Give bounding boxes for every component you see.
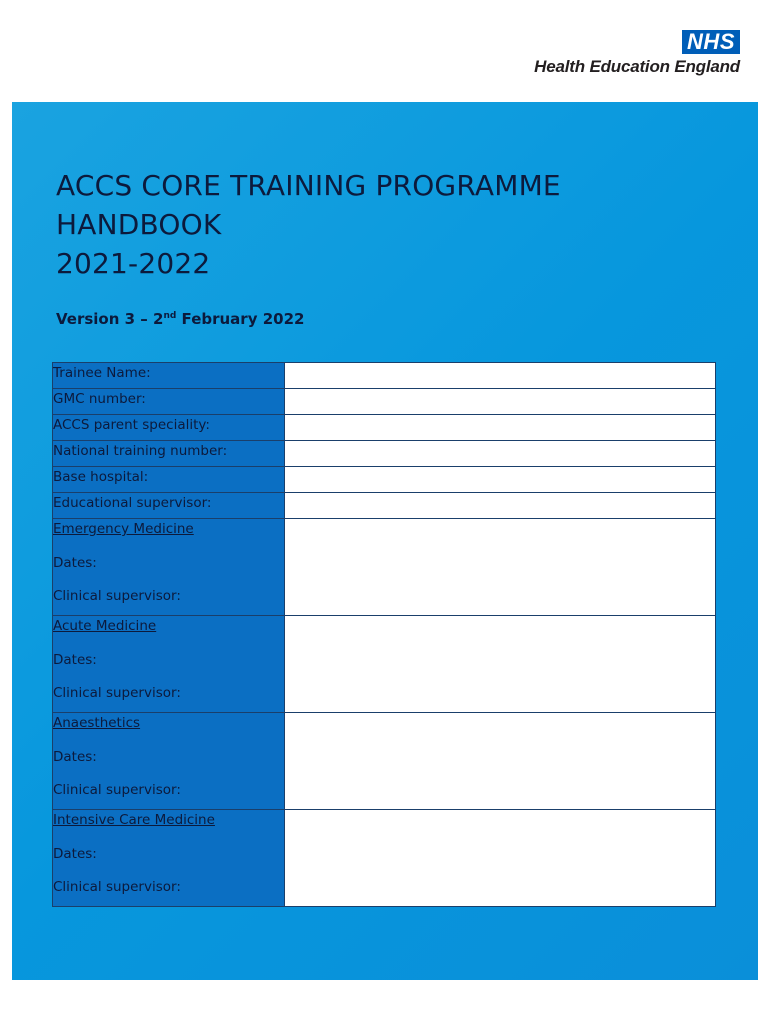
version-ordinal: nd [163,311,177,321]
form-label [53,389,285,415]
placement-label [53,713,285,810]
clinical-supervisor-label: Clinical supervisor: [53,588,181,604]
nhs-logo-box: NHS [682,30,740,54]
form-row [53,441,716,467]
clinical-supervisor-label: Clinical supervisor: [53,685,181,701]
dates-label: Dates: [53,555,97,571]
placement-title: Emergency Medicine [53,521,194,537]
title-line-1: ACCS CORE TRAINING PROGRAMME [56,169,561,202]
placement-row-intensive-care [53,810,716,907]
gmc-number-label: GMC number: [53,391,146,407]
base-hospital-field[interactable] [285,467,716,493]
placement-title: Anaesthetics [53,715,141,731]
clinical-supervisor-label: Clinical supervisor: [53,879,181,895]
form-label [53,493,285,519]
ntn-field[interactable] [285,441,716,467]
hee-logo-text: Health Education England [534,57,740,76]
form-label [53,363,285,389]
title-line-3: 2021-2022 [56,247,211,280]
trainee-details-form [52,362,716,907]
emergency-medicine-field[interactable] [285,519,716,616]
ntn-label: National training number: [53,443,228,459]
placement-label [53,519,285,616]
form-row [53,363,716,389]
placement-row-acute-medicine [53,616,716,713]
hee-logo [534,30,740,77]
form-label [53,415,285,441]
dates-label: Dates: [53,652,97,668]
dates-label: Dates: [53,749,97,765]
form-label [53,467,285,493]
form-row [53,389,716,415]
placement-title: Acute Medicine [53,618,157,634]
educational-supervisor-field[interactable] [285,493,716,519]
cover-panel [12,102,758,980]
placement-label [53,616,285,713]
parent-speciality-field[interactable] [285,415,716,441]
placement-title: Intensive Care Medicine [53,812,215,828]
version-suffix: February 2022 [176,310,305,328]
version-line [56,310,304,328]
gmc-number-field[interactable] [285,389,716,415]
dates-label: Dates: [53,846,97,862]
trainee-name-label: Trainee Name: [53,365,151,381]
placement-row-emergency-medicine [53,519,716,616]
intensive-care-field[interactable] [285,810,716,907]
placement-label [53,810,285,907]
educational-supervisor-label: Educational supervisor: [53,495,212,511]
anaesthetics-field[interactable] [285,713,716,810]
form-row [53,467,716,493]
version-prefix: Version 3 – 2 [56,310,164,328]
clinical-supervisor-label: Clinical supervisor: [53,782,181,798]
title-line-2: HANDBOOK [56,208,222,241]
base-hospital-label: Base hospital: [53,469,149,485]
acute-medicine-field[interactable] [285,616,716,713]
form-row [53,415,716,441]
placement-row-anaesthetics [53,713,716,810]
form-row [53,493,716,519]
form-label [53,441,285,467]
parent-speciality-label: ACCS parent speciality: [53,417,210,433]
trainee-name-field[interactable] [285,363,716,389]
document-title [56,166,561,283]
